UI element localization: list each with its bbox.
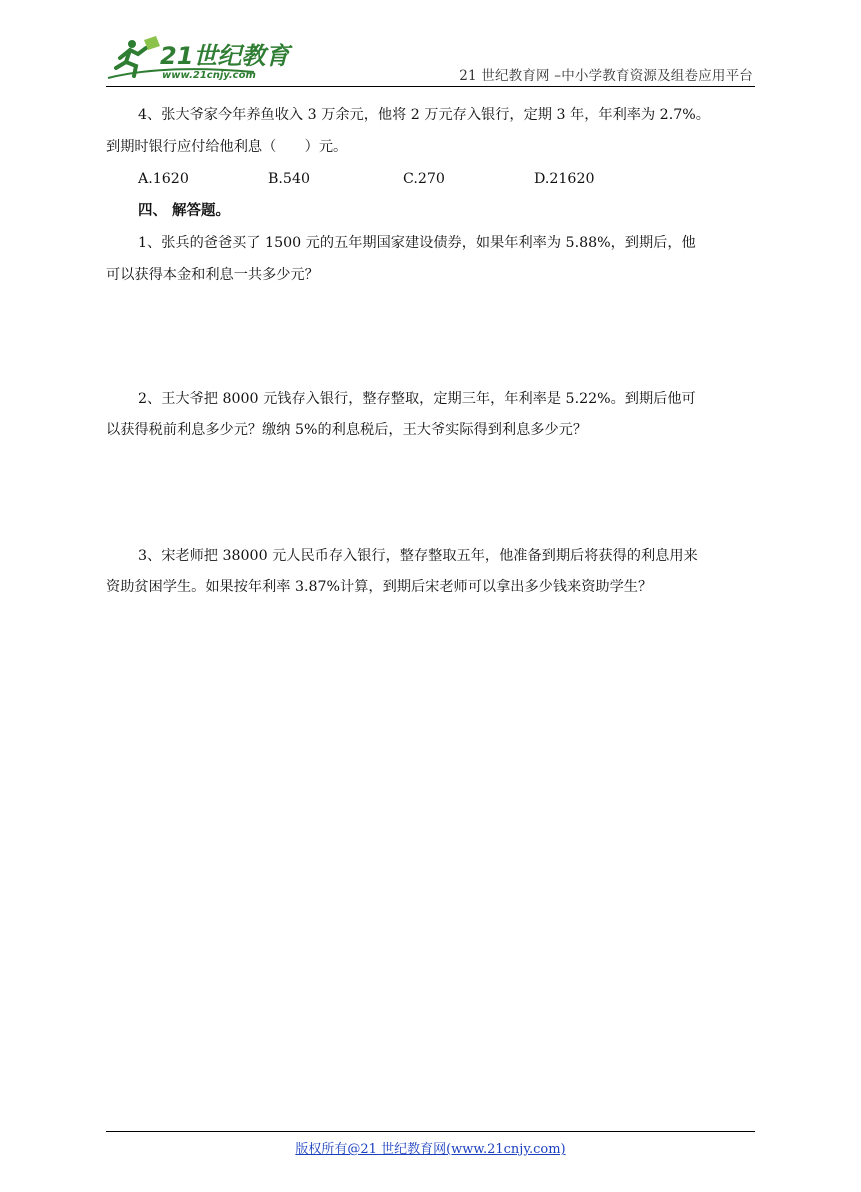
svg-text:www.21cnjy.com: www.21cnjy.com (162, 70, 256, 81)
problem-1-line-2: 可以获得本金和利息一共多少元？ (106, 267, 319, 283)
footer-copyright-link[interactable]: 版权所有@21 世纪教育网(www.21cnjy.com) (295, 1142, 566, 1157)
footer-divider (106, 1131, 755, 1132)
option-a: A.1620 (138, 171, 189, 187)
header-site-text: 21 世纪教育网 –中小学教育资源及组卷应用平台 (459, 68, 753, 84)
header-divider (106, 86, 755, 87)
option-c: C.270 (403, 171, 445, 187)
problem-3-line-1: 3、宋老师把 38000 元人民币存入银行，整存整取五年，他准备到期后将获得的利息用来 (138, 548, 698, 564)
problem-3-line-2: 资助贫困学生。如果按年利率 3.87%计算，到期后宋老师可以拿出多少钱来资助学生？ (106, 579, 653, 595)
runner-logo-icon (104, 34, 294, 84)
option-d: D.21620 (534, 171, 595, 187)
site-logo (104, 34, 294, 84)
problem-2-line-1: 2、王大爷把 8000 元钱存入银行，整存整取，定期三年，年利率是 5.22%。到期后他可 (138, 391, 696, 407)
section-heading: 四、 解答题。 (138, 202, 231, 219)
question-4-line-2: 到期时银行应付给他利息（ ）元。 (106, 139, 348, 155)
option-b: B.540 (268, 171, 311, 187)
question-4-line-1: 4、张大爷家今年养鱼收入 3 万余元，他将 2 万元存入银行，定期 3 年，年利率为 2.7%。 (138, 107, 710, 123)
problem-2-line-2: 以获得税前利息多少元？缴纳 5%的利息税后，王大爷实际得到利息多少元？ (106, 422, 588, 438)
problem-1-line-1: 1、张兵的爸爸买了 1500 元的五年期国家建设债券，如果年利率为 5.88%，到期后，他 (138, 235, 696, 251)
svg-text:21世纪教育: 21世纪教育 (160, 42, 290, 70)
